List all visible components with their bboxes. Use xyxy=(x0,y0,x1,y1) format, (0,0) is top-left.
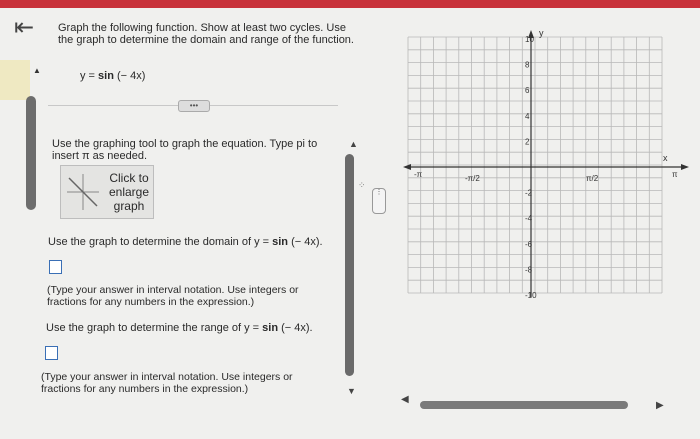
y-tick-label: 8 xyxy=(525,60,530,70)
range-answer-input[interactable] xyxy=(45,346,58,360)
x-tick-label: -π/2 xyxy=(465,174,480,183)
top-bar xyxy=(0,0,700,8)
scroll-left-icon[interactable]: ◀ xyxy=(401,394,409,405)
enlarge-graph-button[interactable] xyxy=(60,165,154,219)
x-axis-arrow-icon xyxy=(681,164,689,170)
left-panel-accent xyxy=(0,60,30,100)
y-tick-label: 6 xyxy=(525,86,530,96)
x-tick-label: π/2 xyxy=(586,174,599,183)
scroll-right-icon[interactable]: ▶ xyxy=(656,400,664,411)
range-prompt-func: sin xyxy=(262,322,279,334)
y-axis-label: y xyxy=(539,28,544,38)
domain-answer-input[interactable] xyxy=(49,260,62,274)
range-question xyxy=(46,322,313,334)
domain-prompt-prefix: Use the graph to determine the domain of y = xyxy=(48,236,273,248)
domain-hint: (Type your answer in interval notation. Use integers or fractions for any numbers in the expression.) xyxy=(47,284,299,308)
x-axis-label: x xyxy=(663,153,668,163)
equation-lhs: y = xyxy=(80,70,99,82)
equation xyxy=(80,70,145,82)
panel-toggle-button[interactable]: ⋮ xyxy=(372,188,386,214)
graphing-instructions: Use the graphing tool to graph the equation. Type pi to insert π as needed. xyxy=(52,138,318,162)
y-tick-label: -2 xyxy=(525,188,533,198)
y-tick-label: -4 xyxy=(525,214,533,224)
domain-question xyxy=(48,236,323,248)
first-page-icon[interactable]: ⇤ xyxy=(14,14,35,41)
y-tick-label: -8 xyxy=(525,265,533,275)
x-axis-left-arrow-icon xyxy=(403,164,411,170)
scroll-up-icon[interactable]: ▲ xyxy=(33,66,41,75)
enlarge-label: Click to enlarge graph xyxy=(108,171,150,213)
scroll-down-icon[interactable]: ▼ xyxy=(347,386,356,396)
more-button[interactable]: ••• xyxy=(178,100,210,112)
graph-thumbnail-icon xyxy=(65,172,101,212)
range-hint: (Type your answer in interval notation. Use integers or fractions for any numbers in the expression.) xyxy=(41,371,293,395)
equation-func: sin xyxy=(98,70,114,82)
y-tick-label: 10 xyxy=(525,35,534,44)
x-end-left-label: -π xyxy=(414,170,423,179)
y-tick-label: -10 xyxy=(525,291,537,300)
range-prompt-arg: (− 4x). xyxy=(278,322,313,334)
domain-prompt-func: sin xyxy=(272,236,289,248)
horizontal-scrollbar[interactable] xyxy=(420,401,628,409)
x-end-right-label: π xyxy=(672,170,678,179)
domain-prompt-arg: (− 4x). xyxy=(288,236,323,248)
middle-scrollbar[interactable] xyxy=(345,154,354,376)
coordinate-graph[interactable] xyxy=(400,25,690,300)
question-text: Graph the following function. Show at least two cycles. Use the graph to determine the domain and range of the function. xyxy=(58,22,354,46)
range-prompt-prefix: Use the graph to determine the range of y = xyxy=(46,322,263,334)
left-scrollbar[interactable] xyxy=(26,96,36,210)
equation-arg: (− 4x) xyxy=(113,70,146,82)
y-tick-label: -6 xyxy=(525,239,533,249)
y-tick-label: 4 xyxy=(525,111,530,121)
y-tick-label: 2 xyxy=(525,137,530,147)
drag-handle-icon[interactable]: ⁘ xyxy=(358,180,366,190)
scroll-up-icon[interactable]: ▲ xyxy=(349,139,358,149)
